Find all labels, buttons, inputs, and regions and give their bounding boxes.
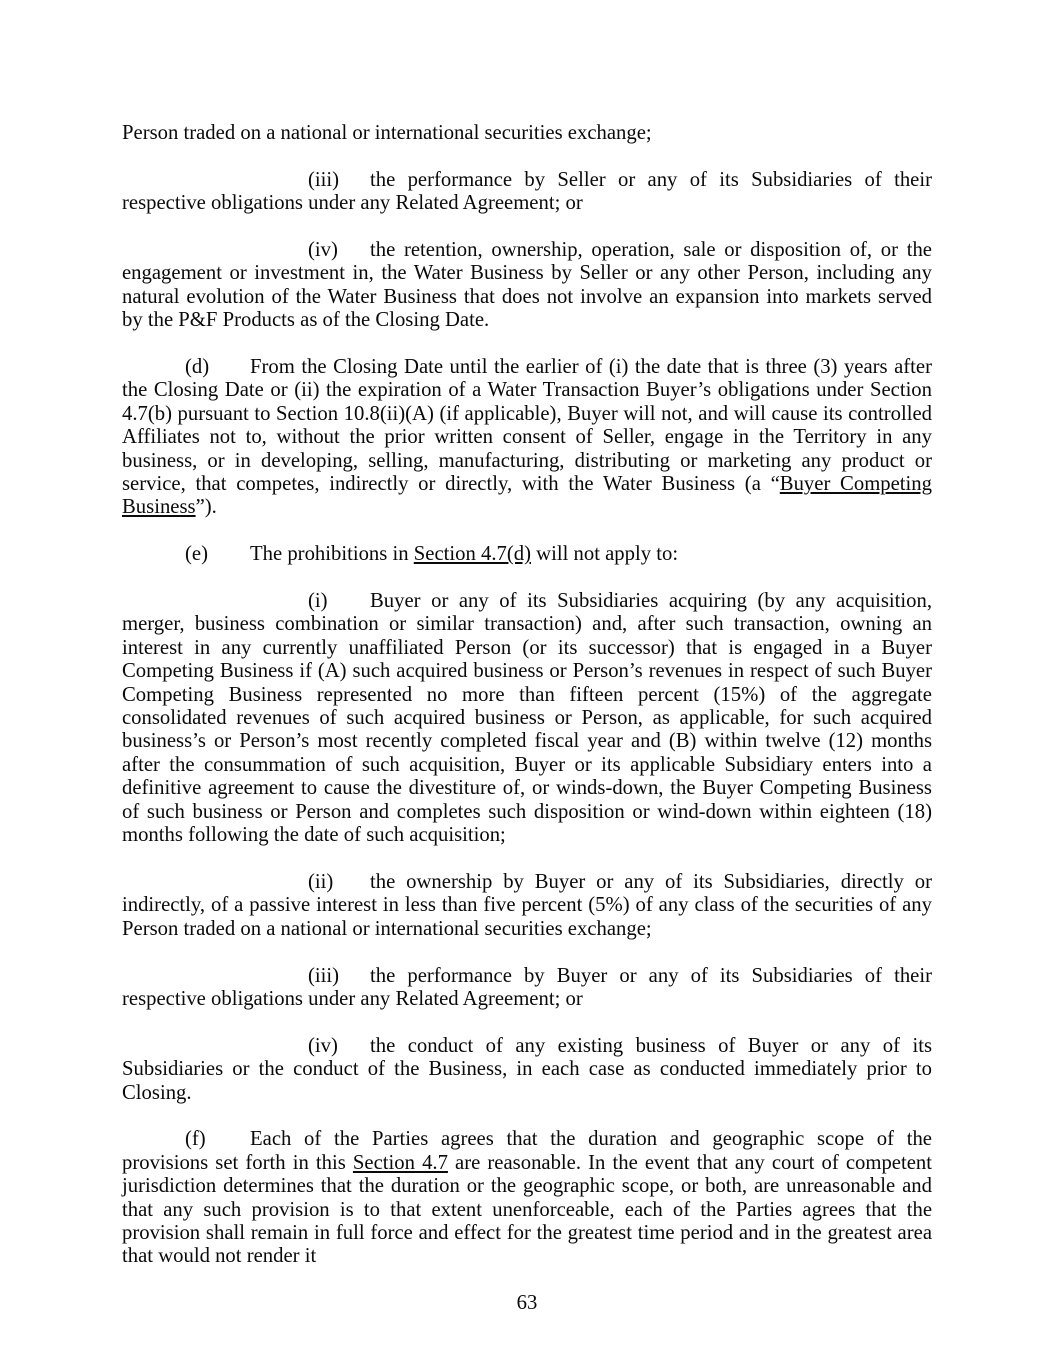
clause-label: (iv) <box>308 239 338 261</box>
clause-text: are reasonable. In the event that any court of competent jurisdiction determines that the duration or the geographic scope, or both, are unreasonable and that any such provision is to that extent unenforceable, each of the Parties agrees that the provision shall remain in full force and effect for the greatest time period and in the greatest area that would not render it <box>122 1151 932 1268</box>
section-reference-4-7: Section 4.7 <box>352 1151 448 1174</box>
clause-label: (iv) <box>308 1034 338 1057</box>
clause-label: (iii) <box>308 964 340 987</box>
page-number: 63 <box>516 1292 538 1315</box>
clause-label: (f) <box>185 1128 206 1151</box>
clause-ii-buyer <box>122 871 932 941</box>
clause-text: ”). <box>195 496 217 519</box>
clause-f <box>122 1128 932 1268</box>
section-reference-4-7-d: Section 4.7(d) <box>413 543 531 566</box>
clause-text: From the Closing Date until the earlier of (i) the date that is three (3) years after the Closing Date or (ii) the expiration of a Water Transaction Buyer’s obligations under Section 4.7(b) pursuant to Section 10.8(ii)(A) (if applicable), Buyer will not, and will cause its controlled Affiliates not to, without the prior written consent of Seller, engage in the Territory in any business, or in developing, selling, manufacturing, distributing or marketing any product or service, that competes, indirectly or directly, with the Water Business (a “ <box>122 356 932 496</box>
clause-text: the retention, ownership, operation, sale or disposition of, or the engagement or investment in, the Water Business by Seller or any other Person, including any natural evolution of the Water Business that does not involve an expansion into markets served by the P&F Products as of the Closing Date. <box>122 239 932 332</box>
clause-text: Buyer or any of its Subsidiaries acquiring (by any acquisition, merger, business combination or similar transaction) and, after such transaction, owning an interest in any currently unaffiliated Person (or its successor) that is engaged in a Buyer Competing Business if (A) such acquired business or Person’s revenues in respect of such Buyer Competing Business represented no more than fifteen percent (15%) of the aggregate consolidated revenues of such acquired business or Person, as applicable, for such acquired business’s or Person’s most recently completed fiscal year and (B) within twelve (12) months after the consummation of such acquisition, Buyer or its applicable Subsidiary enters into a definitive agreement to cause the divestiture of, or winds-down, the Buyer Competing Business of such business or Person and completes such disposition or wind-down within eighteen (18) months following the date of such acquisition; <box>122 590 932 847</box>
clause-text: will not apply to: <box>530 543 679 566</box>
paragraph-text: Person traded on a national or international securities exchange; <box>122 122 652 144</box>
clause-text: Each of the Parties agrees that the duration and geographic scope of the provisions set forth in this <box>122 1128 932 1174</box>
clause-text: the performance by Buyer or any of its Subsidiaries of their respective obligations under any Related Agreement; or <box>122 964 932 1010</box>
clause-text: The prohibitions in <box>250 543 414 566</box>
clause-iii-seller <box>122 169 932 216</box>
clause-text: the ownership by Buyer or any of its Subsidiaries, directly or indirectly, of a passive interest in less than five percent (5%) of any class of the securities of any Person traded on a national or international securities exchange; <box>122 870 932 940</box>
clause-label: (e) <box>185 543 208 566</box>
clause-text: the performance by Seller or any of its Subsidiaries of their respective obligations under any Related Agreement; or <box>122 168 932 215</box>
clause-text: the conduct of any existing business of Buyer or any of its Subsidiaries or the conduct of the Business, in each case as conducted immediately prior to Closing. <box>122 1034 932 1104</box>
clause-d <box>122 356 932 520</box>
clause-iv-buyer <box>122 1035 932 1105</box>
clause-label: (ii) <box>308 870 334 893</box>
clause-iii-buyer <box>122 965 932 1012</box>
clause-label: (d) <box>185 356 210 379</box>
clause-e <box>122 543 932 566</box>
clause-label: (iii) <box>308 168 340 191</box>
clause-i-buyer <box>122 590 932 847</box>
defined-term-buyer-competing-business: Buyer Competing Business <box>122 473 932 519</box>
paragraph-ii-continuation <box>122 122 932 145</box>
clause-label: (i) <box>308 590 328 613</box>
clause-iv-seller <box>122 239 932 333</box>
